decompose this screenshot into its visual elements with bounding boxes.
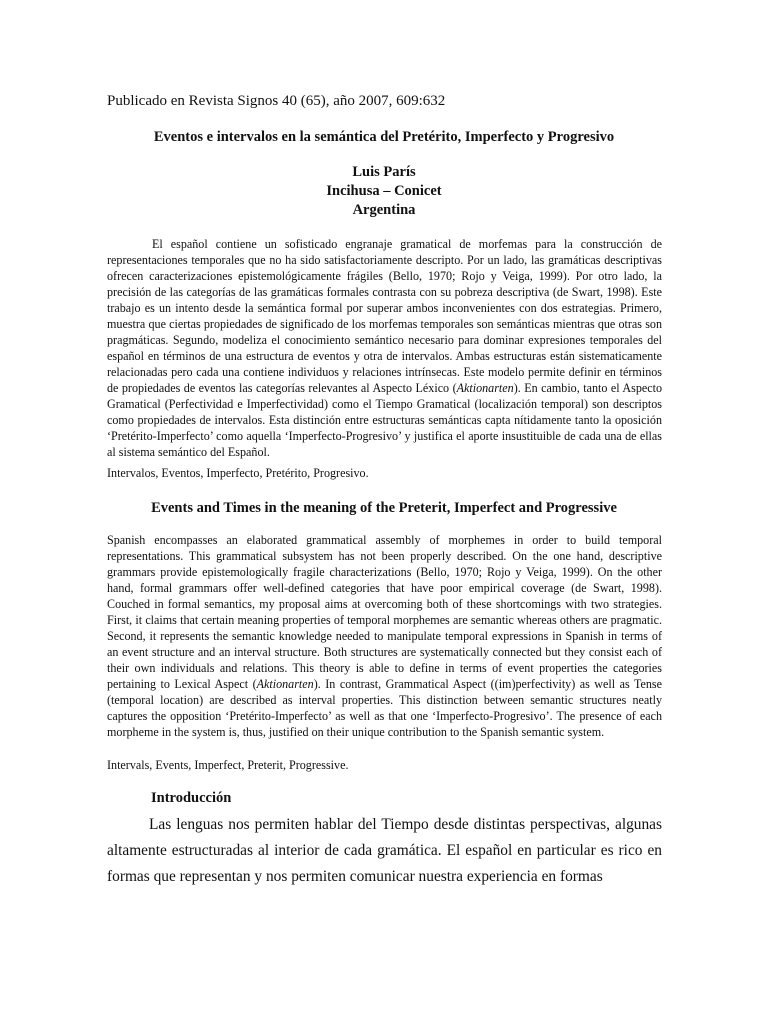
publication-line: Publicado en Revista Signos 40 (65), año 2007, 609:632 <box>107 93 446 109</box>
author-block <box>0 163 768 220</box>
abstract-spanish <box>107 236 662 460</box>
body-paragraph: Las lenguas nos permiten hablar del Tiempo desde distintas perspectivas, algunas altamente estructuradas al interior de cada gramática. El español en particular es rico en formas que representan y nos permiten comunicar nuestra experiencia en formas <box>107 816 662 885</box>
section-heading: Introducción <box>151 790 232 806</box>
title-english: Events and Times in the meaning of the Preterit, Imperfect and Progressive <box>151 500 617 516</box>
abstract-spanish-part2: ). En cambio, tanto el Aspecto Gramatical (Perfectividad e Imperfectividad) como el Tiempo Gramatical (localización temporal) son descriptos como propiedades de intervalos. Esta distinción entre estructuras semánticas capta nítidamente tanto la oposición ‘Pretérito-Imperfecto’ como aquella ‘Imperfecto-Progresivo’ y justifica el aporte insustituible de cada una de ellas al sistema semántico del Español. <box>107 381 663 459</box>
title-spanish: Eventos e intervalos en la semántica del Pretérito, Imperfecto y Progresivo <box>153 129 615 145</box>
abstract-english-italic-term: Aktionarten <box>256 677 314 691</box>
author-country: Argentina <box>352 202 416 218</box>
abstract-spanish-italic-term: Aktionarten <box>456 381 514 395</box>
keywords-english: Intervals, Events, Imperfect, Preterit, Progressive. <box>107 758 349 772</box>
abstract-spanish-part1: El español contiene un sofisticado engranaje gramatical de morfemas para la construcción de representaciones temporales que no ha sido satisfactoriamente descripto. Por un lado, las gramáticas descriptivas ofrecen caracterizaciones epistemológicamente frágiles (Bello, 1970; Rojo y Veiga, 1999). Por otro lado, la precisión de las categorías de las gramáticas formales contrasta con su pobreza descriptiva (de Swart, 1998). Este trabajo es un intento desde la semántica formal por superar ambos inconvenientes con dos estrategias. Primero, muestra que ciertas propiedades de significado de los morfemas temporales son semánticas mientras que otras son pragmáticas. Segundo, modeliza el conocimiento semántico necesario para dominar expresiones temporales del español en términos de una estructura de eventos y otra de intervalos. Ambas estructuras están sistematicamente relacionadas pero cada una contiene individuos y relaciones intrínsecas. Este modelo permite definir en términos de propiedades de eventos las categorías relevantes al Aspecto Léxico ( <box>107 237 662 395</box>
abstract-english-part1: Spanish encompasses an elaborated grammatical assembly of morphemes in order to build temporal representations. This grammatical subsystem has not been properly described. On the one hand, descriptive grammars provide epistemologically fragile characterizations (Bello, 1970; Rojo y Veiga, 1999). On the other hand, formal grammars offer well-defined categories that have poor empirical coverage (de Swart, 1998). Couched in formal semantics, my proposal aims at overcoming both of these shortcomings with two strategies. First, it claims that certain meaning properties of temporal morphemes are semantic whereas others are pragmatic. Second, it represents the semantic knowledge needed to manipulate temporal expressions in Spanish in terms of an event structure and an interval structure. Both structures are systematically connected but they consist each of their own individuals and relations. This theory is able to define in terms of event properties the categories pertaining to Lexical Aspect ( <box>107 533 662 691</box>
abstract-english-part2: ). In contrast, Grammatical Aspect ((im)perfectivity) as well as Tense (temporal location) are described as interval properties. This distinction between semantic structures neatly captures the opposition ‘Pretérito-Imperfecto’ as well as that one ‘Imperfecto-Progresivo’. The presence of each morpheme in the system is, thus, justified on their unique contribution to the Spanish semantic system. <box>107 677 662 739</box>
abstract-english <box>107 532 662 740</box>
author-name: Luis París <box>352 164 416 180</box>
keywords-spanish: Intervalos, Eventos, Imperfecto, Pretérito, Progresivo. <box>107 466 369 480</box>
author-institution: Incihusa – Conicet <box>326 183 442 199</box>
